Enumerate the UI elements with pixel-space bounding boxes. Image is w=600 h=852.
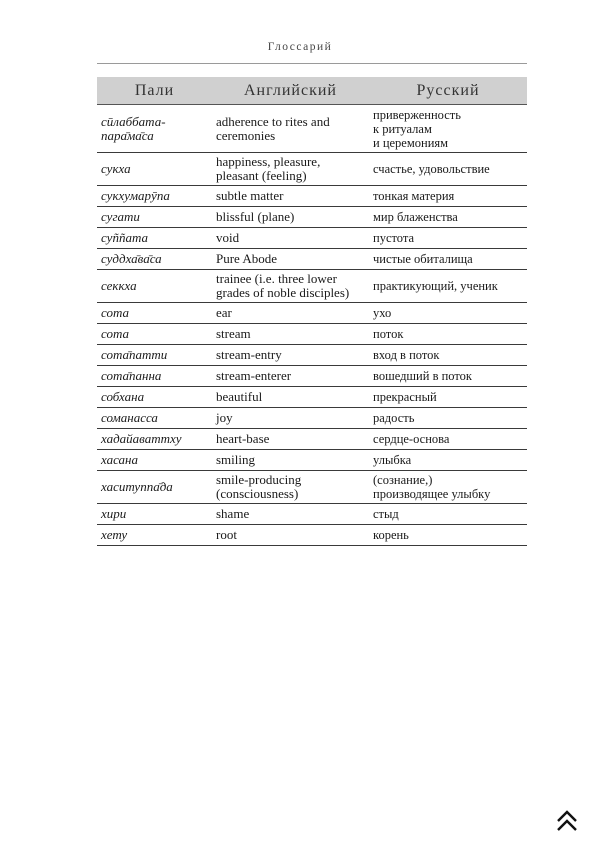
term-english: beautiful xyxy=(212,387,369,408)
term-pali: хету xyxy=(97,525,212,546)
table-row xyxy=(97,450,527,471)
term-pali: хадайаваттху xyxy=(97,429,212,450)
term-english: trainee (i.e. three lower grades of noble disciples) xyxy=(212,270,369,303)
term-pali: сукхумарӯпа xyxy=(97,186,212,207)
term-pali: сота̄паттu xyxy=(97,345,212,366)
term-russian: корень xyxy=(369,525,527,546)
table-row xyxy=(97,429,527,450)
term-pali: хири xyxy=(97,504,212,525)
table-row xyxy=(97,105,527,153)
term-russian: прекрасный xyxy=(369,387,527,408)
table-row xyxy=(97,228,527,249)
term-english: root xyxy=(212,525,369,546)
term-russian: чистые обиталища xyxy=(369,249,527,270)
header-rule xyxy=(97,63,527,64)
table-row xyxy=(97,153,527,186)
term-english: stream-entry xyxy=(212,345,369,366)
table-row xyxy=(97,207,527,228)
table-row xyxy=(97,303,527,324)
term-pali: хаситуппа̄да xyxy=(97,471,212,504)
scroll-to-top-button[interactable] xyxy=(554,808,580,834)
table-row xyxy=(97,366,527,387)
term-russian: поток xyxy=(369,324,527,345)
term-pali: сугати xyxy=(97,207,212,228)
column-header-pali: Пали xyxy=(97,77,212,105)
table-row xyxy=(97,504,527,525)
term-english: shame xyxy=(212,504,369,525)
table-row xyxy=(97,525,527,546)
term-russian: сердце-основа xyxy=(369,429,527,450)
term-pali: сукха xyxy=(97,153,212,186)
term-pali: хасана xyxy=(97,450,212,471)
term-pali: соманасса xyxy=(97,408,212,429)
term-english: void xyxy=(212,228,369,249)
term-english: adherence to rites and ceremonies xyxy=(212,105,369,153)
term-english: smiling xyxy=(212,450,369,471)
term-english: stream xyxy=(212,324,369,345)
term-russian: радость xyxy=(369,408,527,429)
table-row xyxy=(97,324,527,345)
table-row xyxy=(97,345,527,366)
term-russian: ухо xyxy=(369,303,527,324)
term-russian: счастье, удовольствие xyxy=(369,153,527,186)
term-english: stream-enterer xyxy=(212,366,369,387)
term-english: Pure Abode xyxy=(212,249,369,270)
term-english: blissful (plane) xyxy=(212,207,369,228)
table-row xyxy=(97,186,527,207)
term-pali: сота̄панна xyxy=(97,366,212,387)
glossary-table xyxy=(97,77,527,546)
term-russian: тонкая материя xyxy=(369,186,527,207)
term-russian: мир блаженства xyxy=(369,207,527,228)
term-english: happiness, pleasure, pleasant (feeling) xyxy=(212,153,369,186)
column-header-english: Английский xyxy=(212,77,369,105)
term-english: ear xyxy=(212,303,369,324)
term-pali: сота xyxy=(97,324,212,345)
term-pali: суддха̄ва̄са xyxy=(97,249,212,270)
term-russian: (сознание,) производящее улыбку xyxy=(369,471,527,504)
table-row xyxy=(97,270,527,303)
term-russian: практикующий, ученик xyxy=(369,270,527,303)
term-russian: стыд xyxy=(369,504,527,525)
term-russian: улыбка xyxy=(369,450,527,471)
term-pali: сӣлаббата- пара̄ма̄са xyxy=(97,105,212,153)
term-english: smile-producing (consciousness) xyxy=(212,471,369,504)
table-row xyxy=(97,471,527,504)
term-pali: собхана xyxy=(97,387,212,408)
term-russian: приверженность к ритуалам и церемониям xyxy=(369,105,527,153)
table-header-row xyxy=(97,77,527,105)
term-english: subtle matter xyxy=(212,186,369,207)
term-pali: суññата xyxy=(97,228,212,249)
term-russian: пустота xyxy=(369,228,527,249)
running-title: Глоссарий xyxy=(267,41,333,53)
term-pali: сота xyxy=(97,303,212,324)
column-header-russian: Русский xyxy=(369,77,527,105)
term-english: heart-base xyxy=(212,429,369,450)
term-english: joy xyxy=(212,408,369,429)
term-pali: секкха xyxy=(97,270,212,303)
term-russian: вошедший в поток xyxy=(369,366,527,387)
table-row xyxy=(97,249,527,270)
term-russian: вход в поток xyxy=(369,345,527,366)
table-row xyxy=(97,387,527,408)
double-chevron-up-icon xyxy=(554,808,580,834)
table-row xyxy=(97,408,527,429)
